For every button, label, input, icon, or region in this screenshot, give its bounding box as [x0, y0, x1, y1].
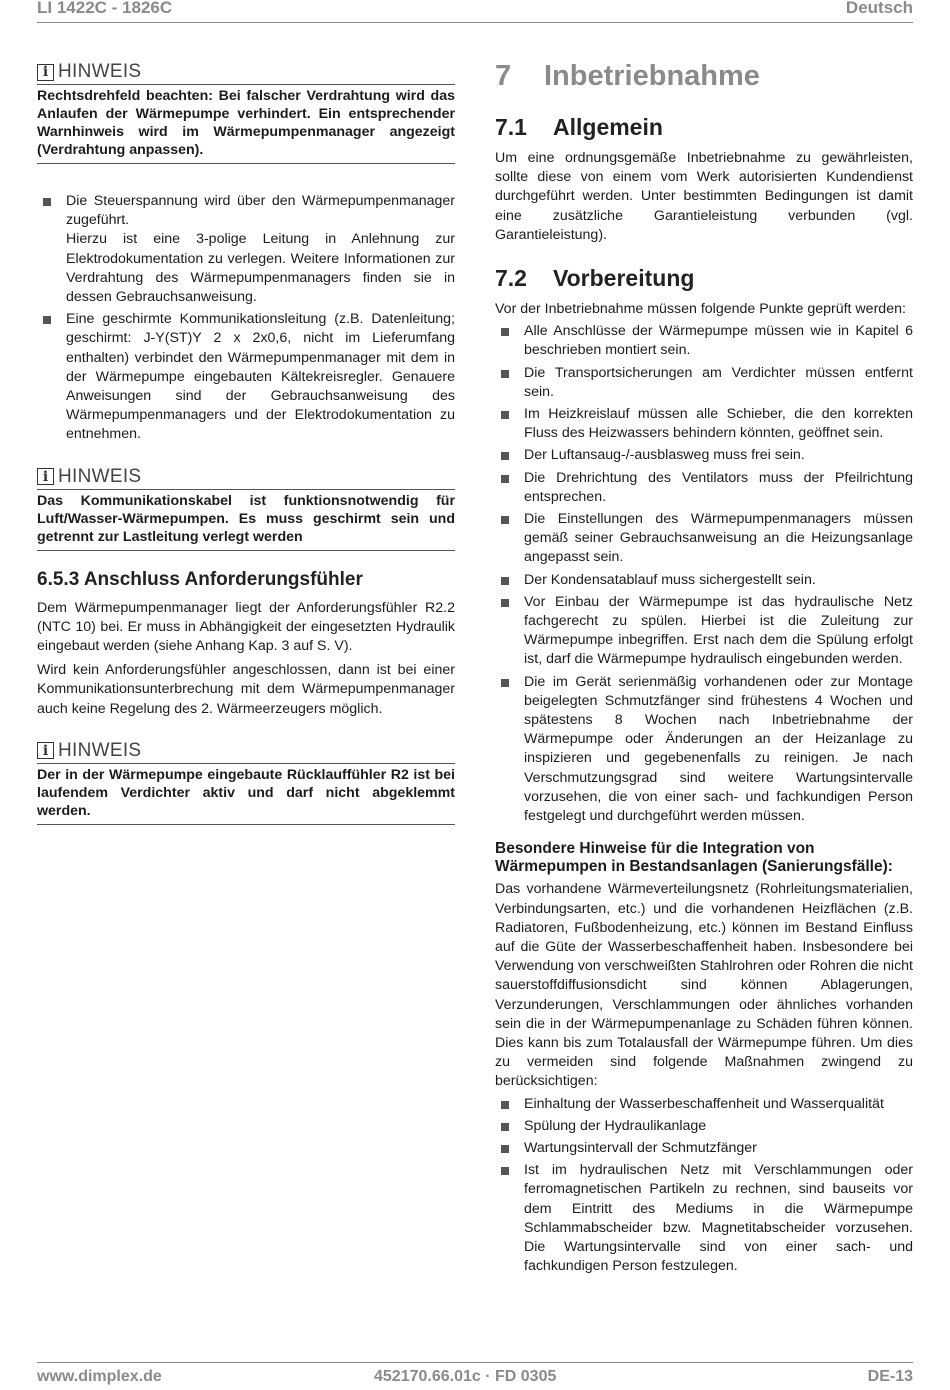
list-item: [495, 510, 913, 568]
bullet-square-icon: [501, 328, 509, 336]
bullet-square-icon: [501, 516, 509, 524]
list-item: [495, 1117, 913, 1136]
section-number: 7.1: [495, 114, 527, 140]
list-item: [495, 446, 913, 465]
list-item: [37, 192, 455, 307]
document-number: 452170.66.01c · FD 0305: [374, 1368, 557, 1385]
note-title: HINWEIS: [58, 465, 142, 487]
list-item: [495, 1161, 913, 1276]
note-text: Der in der Wärmepumpe eingebaute Rücklauffühler R2 ist bei laufendem Verdichter aktiv und darf nicht abgeklemmt werden.: [37, 764, 455, 825]
list-item-text: Der Luftansaug-/-ausblasweg muss frei sein.: [524, 447, 805, 464]
note-box: [37, 739, 455, 825]
note-title: HINWEIS: [58, 739, 142, 761]
list-item-extra: Hierzu ist eine 3-polige Leitung in Anlehnung zur Elektrodokumentation zu verlegen. Weitere Informationen zur Verdrahtung des Wärmepumpenmanagers finden sie in dessen Gebrauchsanweisung.: [66, 231, 455, 306]
section-name: Vorbereitung: [553, 265, 695, 292]
note-box: [37, 465, 455, 551]
model-label: LI 1422C - 1826C: [37, 0, 173, 17]
list-item-text: Eine geschirmte Kommunikationsleitung (z.B. Datenleitung; geschirmt: J-Y(ST)Y 2 x 2x0,6, nicht im Lieferumfang enthalten) verbindet den Wärmepumpenmanager mit dem in der Wärmepumpe eingebauten Kältekreisregler. Genauere Anweisungen sind der Gebrauchsanweisung des Wärmepumpenmanagers und der Elektrodokumentation zu entnehmen.: [66, 311, 455, 443]
bullet-square-icon: [501, 1123, 509, 1131]
info-icon: i: [37, 64, 54, 81]
note-box: [37, 60, 455, 164]
list-item-text: Wartungsintervall der Schmutzfänger: [524, 1139, 757, 1156]
list-item-text: Alle Anschlüsse der Wärmepumpe müssen wie in Kapitel 6 beschrieben montiert sein.: [524, 323, 913, 359]
list-item-text: Die Drehrichtung des Ventilators muss der Pfeilrichtung entsprechen.: [524, 469, 913, 505]
paragraph: Wird kein Anforderungsfühler angeschlossen, dann ist bei einer Kommunikationsunterbrechung mit dem Wärmepumpenmanager auch keine Regelung des 2. Wärmeerzeugers möglich.: [37, 662, 455, 717]
list-item: [495, 571, 913, 590]
list-item-text: Ist im hydraulischen Netz mit Verschlammungen oder ferromagnetischen Partikeln zu rechnen, sind bauseits vor dem Eintritt des Mediums in die Wärmepumpe Schlammabscheider bzw. Magnetitabscheider vorzusehen. Die Wartungsintervalle sind von einer sach- und fachkundigen Person festzulegen.: [524, 1162, 913, 1275]
list-item: [495, 405, 913, 443]
list-item: [495, 1095, 913, 1114]
bullet-square-icon: [501, 452, 509, 460]
list-item-text: Vor Einbau der Wärmepumpe ist das hydraulische Netz fachgerecht zu spülen. Hierbei ist die Zuleitung zur Wärmepumpe inbegriffen. Erst nach dem die Spülung erfolgt ist, darf die Wärmepumpe hydraulisch eingebunden werden.: [524, 593, 913, 668]
chapter-title: [495, 60, 913, 106]
list-item: [495, 364, 913, 402]
paragraph: Vor der Inbetriebnahme müssen folgende Punkte geprüft werden:: [495, 301, 906, 318]
note-text: Rechtsdrehfeld beachten: Bei falscher Verdrahtung wird das Anlaufen der Wärmepumpe verhindert. Ein entsprechender Warnhinweis wird im Wärmepumpenmanager angezeigt (Verdrahtung anpassen).: [37, 85, 455, 164]
chapter-name: Inbetriebnahme: [544, 60, 760, 92]
left-column: [37, 60, 455, 843]
list-item: [495, 469, 913, 507]
note-header: [37, 739, 455, 764]
bullet-square-icon: [501, 577, 509, 585]
paragraph: Um eine ordnungsgemäße Inbetriebnahme zu gewährleisten, sollte diese von einem vom Werk autorisierten Kundendienst durchgeführt werden. Unter bestimmten Bedingungen ist damit eine zusätzliche Garantieleistung verbunden (vgl. Garantieleistung).: [495, 150, 913, 243]
list-item-text: Einhaltung der Wasserbeschaffenheit und Wasserqualität: [524, 1095, 884, 1112]
bullet-square-icon: [501, 679, 509, 687]
page-number: DE-13: [867, 1368, 913, 1385]
section-number: 7.2: [495, 265, 527, 292]
list-item-text: Im Heizkreislauf müssen alle Schieber, die den korrekten Fluss des Heizwassers behindern könnten, geöffnet sein.: [524, 406, 913, 442]
bullet-square-icon: [501, 475, 509, 483]
chapter-number: 7: [495, 60, 512, 92]
list-item: [495, 1139, 913, 1158]
right-column: [495, 60, 913, 1279]
list-item: [37, 310, 455, 444]
section-name: Allgemein: [553, 114, 663, 140]
info-icon: i: [37, 742, 54, 759]
checklist: [495, 322, 913, 826]
note-header: [37, 465, 455, 490]
list-item-text: Die Steuerspannung wird über den Wärmepumpenmanager zugeführt.: [66, 193, 455, 229]
website-label: www.dimplex.de: [37, 1368, 162, 1385]
bullet-square-icon: [501, 411, 509, 419]
note-header: [37, 60, 455, 85]
bullet-list: [495, 1095, 913, 1277]
bullet-square-icon: [43, 198, 51, 206]
bullet-square-icon: [501, 599, 509, 607]
paragraph: Das vorhandene Wärmeverteilungsnetz (Rohrleitungsmaterialien, Verbindungsarten, etc.) und die vorhandenen Heizflächen (z.B. Radiatoren, Fußbodenheizung, etc.) können im Bestand Einfluss auf die Güte der Wasserbeschaffenheit haben. Insbesondere bei Verwendung von verschweißten Stahlrohren oder Rohren die nicht sauerstoffdiffusionsdicht sind können Ablagerungen, Verzunderungen, Verschlammungen oder ähnliches vorhanden sein die in der Wärmepumpenanlage zu Schäden führen können. Dies kann bis zum Totalausfall der Wärmepumpe führen. Um dies zu vermeiden sind folgende Maßnahmen zwingend zu berücksichtigen:: [495, 881, 913, 1090]
note-text: Das Kommunikationskabel ist funktionsnotwendig für Luft/Wasser-Wärmepumpen. Es muss geschirmt sein und getrennt zur Lastleitung verlegt werden: [37, 490, 455, 551]
note-title: HINWEIS: [58, 61, 142, 82]
bullet-list: [37, 192, 455, 445]
language-label: Deutsch: [845, 0, 913, 17]
bullet-square-icon: [501, 1167, 509, 1175]
list-item-text: Die im Gerät serienmäßig vorhandenen oder zur Montage beigelegten Schmutzfänger sind frühestens 4 Wochen und spätestens 8 Wochen nach Inbetriebnahme der Wärmepumpe oder Änderungen an der Heizanlage zu inspizieren und gegebenenfalls zu reinigen. Je nach Verschmutzungsgrad sind weitere Wartungsintervalle vorzusehen, die von einer sach- und fachkundigen Person festgelegt und durchgeführt werden müssen.: [524, 673, 913, 825]
section-title: [495, 265, 913, 292]
list-item: [495, 322, 913, 360]
section-heading: 6.5.3 Anschluss Anforderungsfühler: [37, 568, 363, 590]
list-item-text: Der Kondensatablauf muss sichergestellt sein.: [524, 571, 816, 588]
list-item-text: Die Einstellungen des Wärmepumpenmanagers müssen gemäß seiner Gebrauchsanweisung an die Heizungsanlage angepasst sein.: [524, 511, 913, 566]
bullet-square-icon: [501, 1101, 509, 1109]
bullet-square-icon: [43, 316, 51, 324]
page-footer: [37, 1362, 913, 1390]
bullet-square-icon: [501, 1145, 509, 1153]
section-title: [495, 114, 913, 141]
bullet-square-icon: [501, 370, 509, 378]
list-item: [495, 593, 913, 670]
subsection-heading: Besondere Hinweise für die Integration von Wärmepumpen in Bestandsanlagen (Sanierungsfälle):: [495, 840, 893, 876]
list-item-text: Spülung der Hydraulikanlage: [524, 1117, 707, 1134]
paragraph: Dem Wärmepumpenmanager liegt der Anforderungsfühler R2.2 (NTC 10) bei. Er muss in Abhängigkeit der eingesetzten Hydraulik eingebaut werden (siehe Anhang Kap. 3 auf S. V).: [37, 599, 455, 655]
page-header: [37, 0, 913, 23]
info-icon: i: [37, 468, 54, 485]
list-item-text: Die Transportsicherungen am Verdichter müssen entfernt sein.: [524, 364, 913, 400]
list-item: [495, 673, 913, 827]
